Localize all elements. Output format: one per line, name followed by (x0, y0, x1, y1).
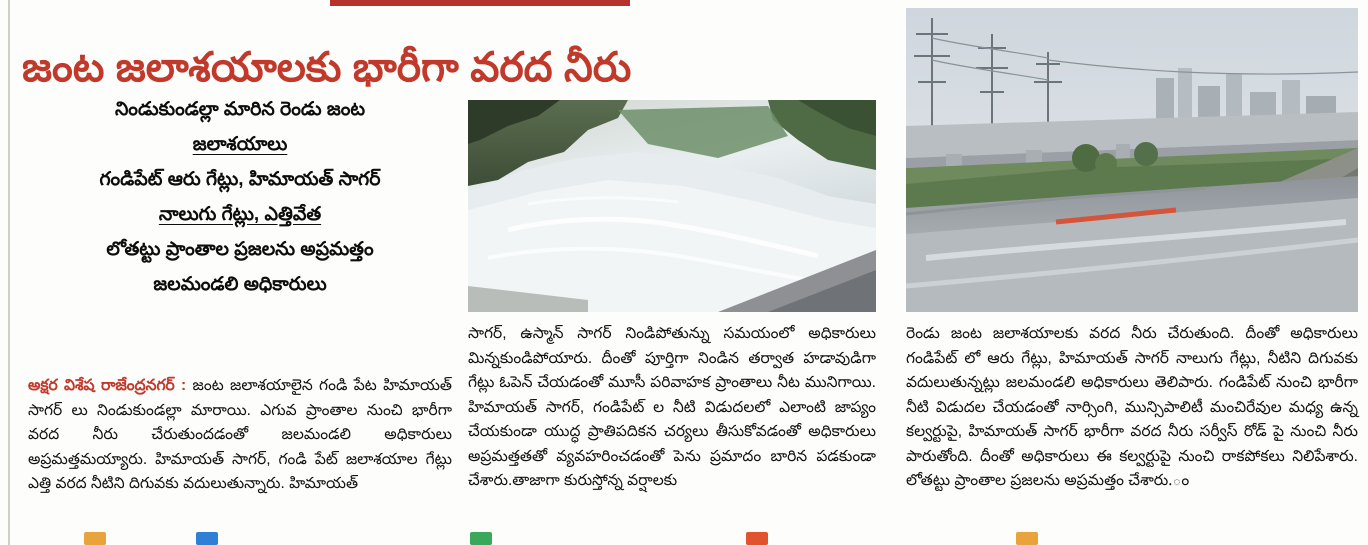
standfirst-block (30, 92, 450, 302)
footer-chip-2 (196, 532, 218, 545)
article-column-left (28, 374, 452, 497)
page-title: జంట జలాశయాలకు భారీగా వరద నీరు (22, 44, 632, 91)
article-column-right: రెండు జంట జలాశయాలకు వరద నీరు చేరుతుంది. దీంతో అధికారులు గండిపేట్ లో ఆరు గేట్లు, హిమాయత్ సాగర్ నాలుగు గేట్లు, నీటిని దిగువకు వదులుతున్నట్లు జలమండలి అధికారులు తెలిపారు. గండిపేట్ నుంచి భారీగా నీటి విడుదల చేయడంతో నార్సింగి, మున్సిపాలిటీ మంచిరేవుల మధ్య ఉన్న కల్వర్టుపై, హిమాయత్ సాగర్ భారీగా వరద నీరు సర్వీస్ రోడ్ పై నుంచి నీరు పారుతోంది. దీంతో అధికారులు ఈ కల్వర్టుపై నుంచి రాకపోకలు నిలిపేశారు. లోతట్టు ప్రాంతాల ప్రజలను అప్రమత్తం చేశారు.ం (906, 325, 1358, 489)
standfirst-line-3: గండిపేట్ ఆరు గేట్లు, హిమాయత్ సాగర్ (99, 169, 381, 190)
footer-chip-5 (1016, 532, 1038, 545)
top-color-strip (330, 0, 630, 6)
standfirst-line-4: నాలుగు గేట్లు, ఎత్తివేత (158, 204, 322, 225)
standfirst-line-1: నిండుకుండల్లా మారిన రెండు జంట (114, 99, 366, 120)
article-column-middle: సాగర్, ఉస్మాన్ సాగర్ నిండిపోతున్ను సమయంలో అధికారులు మిన్నకుండిపోయారు. దీంతో పూర్తిగా నిండిన తర్వాత హడావుడిగా గేట్లు ఓపెన్ చేయడంతో మూసీ పరివాహక ప్రాంతాలు నీట మునిగాయి. హిమాయత్ సాగర్, గండిపేట్ ల నీటి విడుదలలో ఎలాంటి జాప్యం చేయకుండా యుద్ధ ప్రాతిపదికన చర్యలు తీసుకోవడంతో అధికారులు అప్రమత్తతతో వ్యవహరించడంతో పెను ప్రమాదం బారిన పడకుండా చేశారు.తాజాగా కురుస్తోన్న వర్షాలకు (468, 325, 876, 489)
spillway-photo-graphic (468, 100, 876, 312)
standfirst-line-6: జలమండలి అధికారులు (153, 274, 327, 295)
footer-chip-4 (746, 532, 768, 545)
article-column-left-text: జంట జలాశయాలైన గండి పేట హిమాయత్ సాగర్ లు నిండుకుండల్లా మారాయి. ఎగువ ప్రాంతాల నుంచి భారీగా వరద నీరు చేరుతుందడంతో జలమండలి అధికారులు అప్రమత్తమయ్యారు. హిమాయత్ సాగర్, గండి పేట్ జలాశయాల గేట్లు ఎత్తి వరద నీటిని దిగువకు వదులుతున్నారు. హిమాయత్ (28, 377, 452, 492)
standfirst-line-2: జలాశయాలు (192, 134, 288, 155)
byline: అక్షర విశేష రాజేంద్రనగర్ : (28, 377, 187, 394)
flooded-service-road-photo (906, 8, 1358, 312)
page-footer-strip (0, 530, 1368, 545)
standfirst-line-5: లోతట్టు ప్రాంతాల ప్రజలను అప్రమత్తం (106, 239, 374, 260)
flooded-road-photo-graphic (906, 8, 1358, 312)
spillway-flood-water-photo (468, 100, 876, 312)
footer-chip-3 (470, 532, 492, 545)
left-margin-rule (8, 0, 10, 545)
footer-chip-1 (84, 532, 106, 545)
